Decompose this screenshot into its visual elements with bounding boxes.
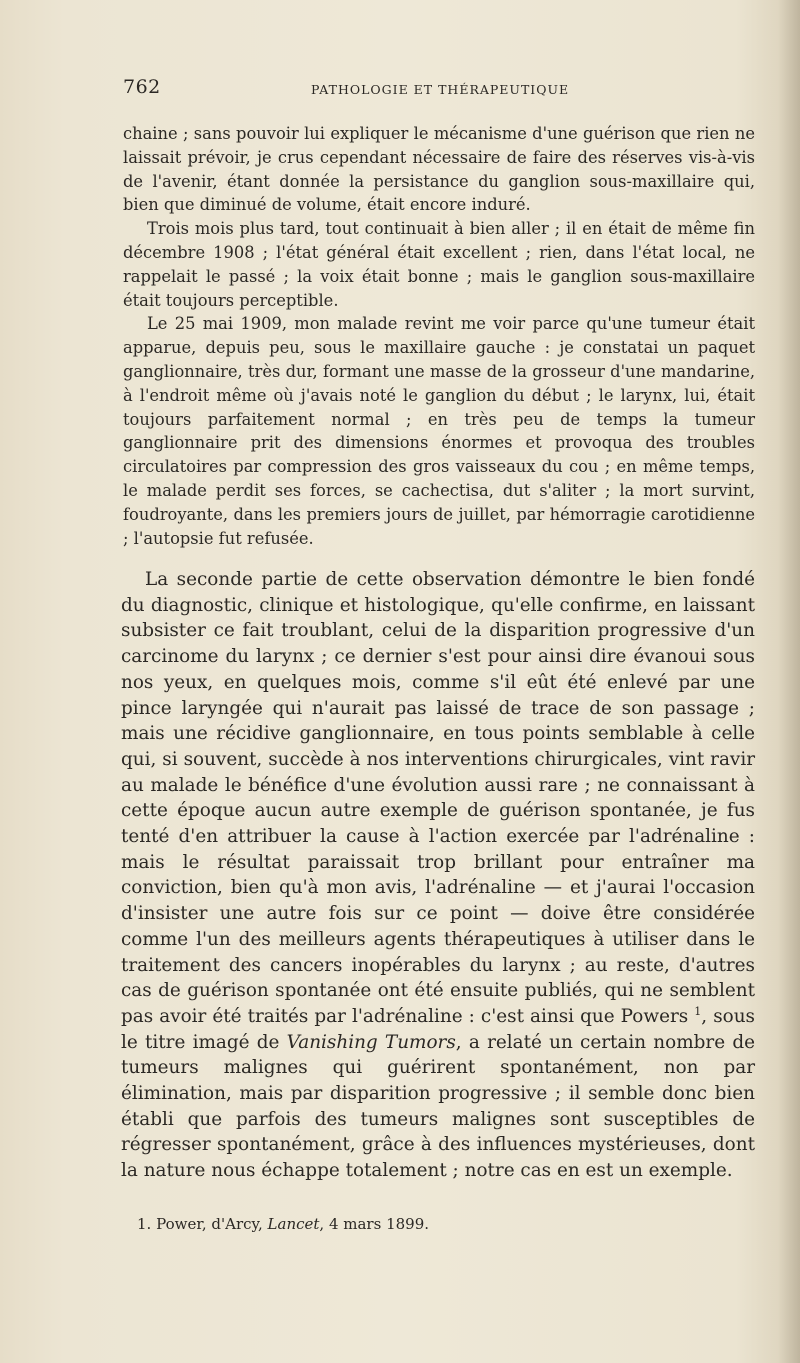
footnote-text: , 4 mars 1899. [319,1215,430,1233]
footnote-text: Power, d'Arcy, [156,1215,263,1233]
paragraph: chaine ; sans pouvoir lui expliquer le mécanisme d'une guérison que rien ne laissait prévoir, je crus cependant nécessaire de faire des réserves vis-à-vis de l'avenir, étant donnée la persistance du ganglion sous-maxillaire qui, bien que diminué de volume, était encore induré. [123,124,755,215]
body-text-large [121,567,755,1184]
paragraph-text: , sous le titre imagé de [121,1005,755,1053]
paragraph-text: , a relaté un certain nombre de tumeurs malignes qui guérirent spontanément, non par élimination, mais par disparition progressive ; il semble donc bien établi que parfois des tumeurs malignes sont susceptibles de régresser spontanément, grâce à des influences mystérieuses, dont la nature nous échappe totalement ; notre cas en est un exemple. [121,1031,755,1182]
footnote-number: 1. [137,1215,152,1233]
running-head: PATHOLOGIE ET THÉRAPEUTIQUE [311,82,570,97]
page-header [123,76,693,106]
footnote-reference: 1 [694,1004,702,1018]
body-text-small [123,122,755,550]
italic-title: Vanishing Tumors [286,1031,456,1053]
paragraph-text: La seconde partie de cette observation démontre le bien fondé du diagnostic, clinique et histologique, qu'elle confirme, en laissant subsister ce fait troublant, celui de la disparition progressive d'un carcinome du larynx ; ce dernier s'est pour ainsi dire évanoui sous nos yeux, en quelques mois, comme s'il eût été enlevé par une pince laryngée qui n'aurait pas laissé de trace de son passage ; mais une récidive ganglionnaire, en tous points semblable à celle qui, si souvent, succède à nos interventions chirurgicales, vint ravir au malade le bénéfice d'une évolution aussi rare ; ne connaissant à cette époque aucun autre exemple de guérison spontanée, je fus tenté d'en attribuer la cause à l'action exercée par l'adrénaline : mais le résultat paraissait trop brillant pour entraîner ma conviction, bien qu'à mon avis, l'adrénaline — et j'aurai l'occasion d'insister une autre fois sur ce point — doive être considérée comme l'un des meilleurs agents thérapeutiques à utiliser dans le traitement des cancers inopérables du larynx ; au reste, d'autres cas de guérison spontanée ont été ensuite publiés, qui ne semblent pas avoir été traités par l'adrénaline : c'est ainsi que Powers [121,569,755,1027]
footnote [137,1214,737,1234]
page-edge-shadow [778,0,800,1363]
paragraph: Trois mois plus tard, tout continuait à bien aller ; il en était de même fin décembre 1908 ; l'état général était excellent ; rien, dans l'état local, ne rappelait le passé ; la voix était bonne ; mais le ganglion sous-maxillaire était toujours perceptible. [123,219,755,310]
page-number: 762 [123,76,161,98]
paragraph: Le 25 mai 1909, mon malade revint me voir parce qu'une tumeur était apparue, depuis peu, sous le maxillaire gauche : je constatai un paquet ganglionnaire, très dur, formant une masse de la grosseur d'une mandarine, à l'endroit même où j'avais noté le ganglion du début ; le larynx, lui, était toujours parfaitement normal ; en très peu de temps la tumeur ganglionnaire prit des dimensions énormes et provoqua des troubles circulatoires par compression des gros vaisseaux du cou ; en même temps, le malade perdit ses forces, se cachectisa, dut s'aliter ; la mort survint, foudroyante, dans les premiers jours de juillet, par hémorragie carotidienne ; l'autopsie fut refusée. [123,314,755,548]
paragraph [121,567,755,1184]
footnote-journal: Lancet [267,1215,320,1233]
